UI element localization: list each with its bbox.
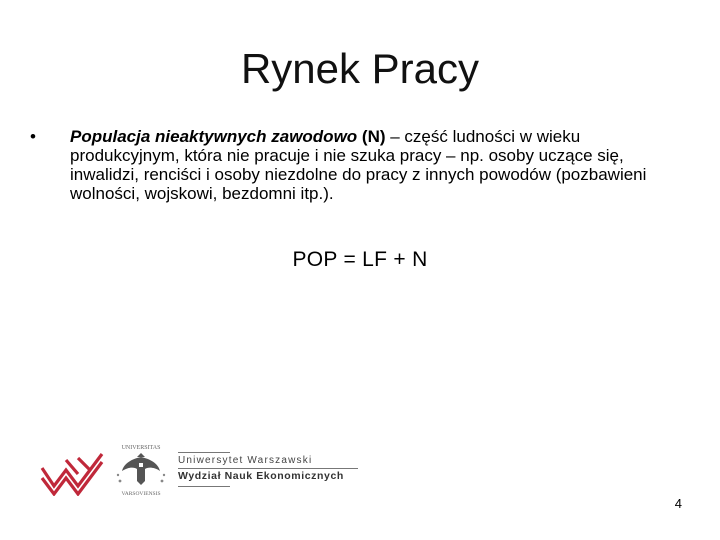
university-seal-icon [110, 437, 172, 499]
university-name-block [178, 450, 368, 490]
university-name: Uniwersytet Warszawski [178, 455, 313, 466]
faculty-logo-icon [40, 446, 104, 496]
bullet-item [30, 127, 690, 203]
bullet-term: Populacja nieaktywnych zawodowo [70, 127, 358, 146]
page-number: 4 [674, 496, 682, 511]
divider-top [178, 452, 230, 453]
svg-text:UNIVERSITAS: UNIVERSITAS [121, 445, 161, 451]
bullet-text [70, 127, 690, 203]
bullet-definition: – część ludności w wieku produkcyjnym, która nie pracuje i nie szuka pracy – np. osoby uczące się, inwalidzi, renciści i osoby niezdolne do pracy z innych powodów (pozbawieni wolności, wojskowi, bezdomni itp.). [70, 127, 647, 203]
svg-text:VARSOVIENSIS: VARSOVIENSIS [121, 491, 161, 497]
formula: POP = LF + N [292, 248, 428, 271]
divider-middle [178, 468, 358, 469]
bullet-abbr: (N) [361, 127, 386, 146]
faculty-name: Wydział Nauk Ekonomicznych [178, 470, 344, 482]
divider-bottom [178, 486, 230, 487]
bullet-marker: • [30, 127, 36, 146]
slide-title: Rynek Pracy [240, 45, 480, 92]
